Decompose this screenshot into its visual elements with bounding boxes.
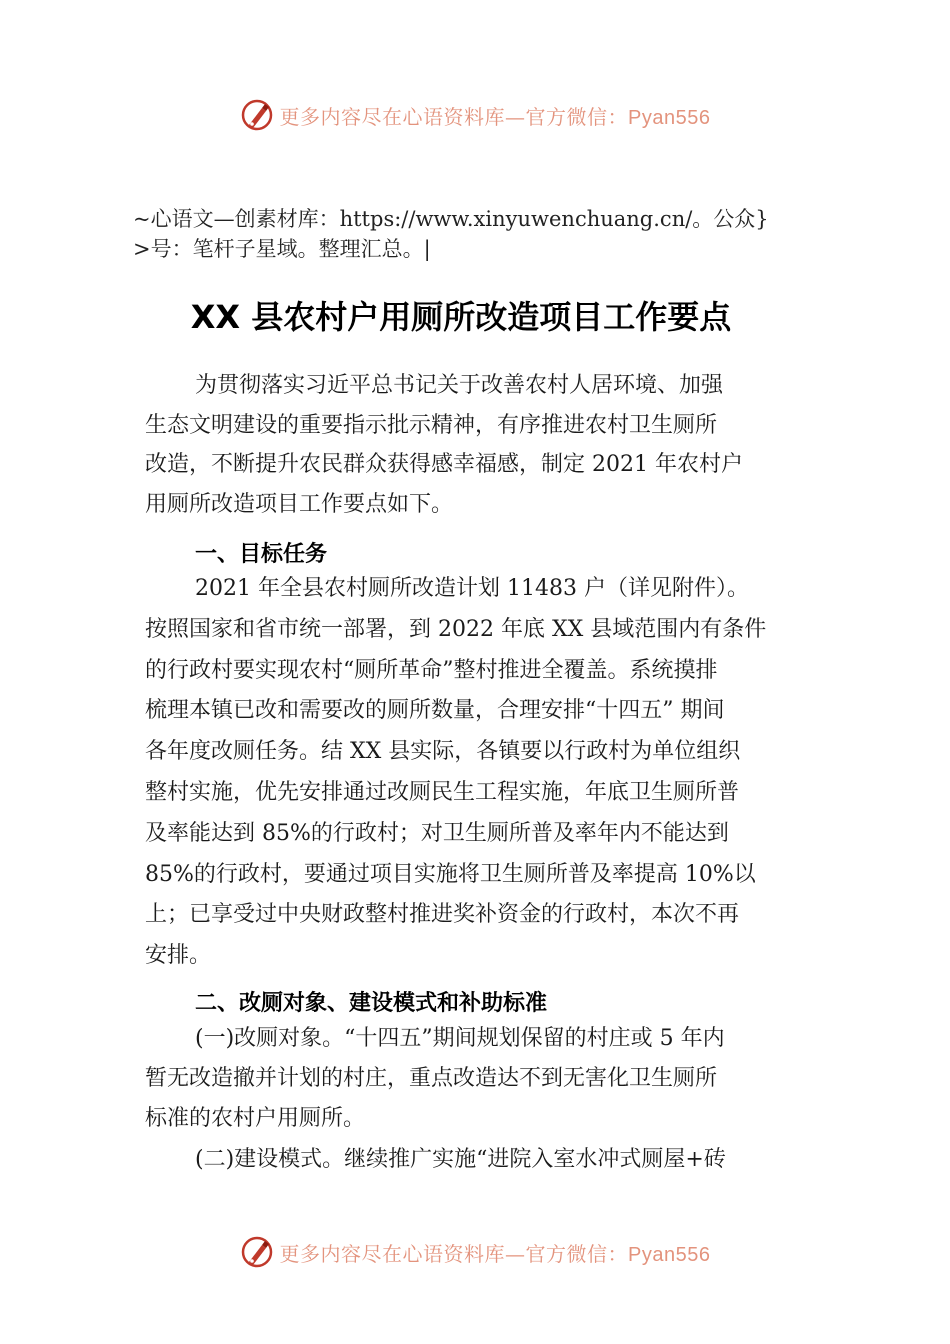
intro-paragraph: [145, 366, 815, 524]
paragraph-line: 为贯彻落实习近平总书记关于改善农村人居环境、加强: [195, 373, 724, 398]
paragraph-line: 的行政村要实现农村“厕所革命”整村推进全覆盖。系统摸排: [145, 657, 718, 683]
header-watermark: [0, 95, 950, 135]
section-heading: 二、改厕对象、建设模式和补助标准: [195, 991, 548, 1016]
paragraph-line: (一)改厕对象。“十四五”期间规划保留的村庄或 5 年内: [195, 1026, 725, 1051]
watermark-text: 更多内容尽在心语资料库—官方微信：Pyan556: [279, 104, 711, 129]
paragraph-line: 及率能达到 85%的行政村；对卫生厕所普及率年内不能达到: [145, 820, 729, 846]
source-note-line: ~心语文—创素材库：https://www.xinyuwenchuang.cn/。公众}: [133, 207, 769, 231]
paragraph-line: 上；已享受过中央财政整村推进奖补资金的行政村，本次不再: [145, 902, 740, 928]
paragraph-line: 用厕所改造项目工作要点如下。: [145, 491, 454, 517]
pen-logo-icon: [240, 1235, 274, 1269]
section-paragraph: [145, 569, 815, 977]
section-paragraph: [145, 1140, 815, 1180]
paragraph-line: 生态文明建设的重要指示批示精神，有序推进农村卫生厕所: [145, 412, 718, 438]
source-note-line: >号：笔杆子星域。整理汇总。|: [133, 237, 431, 261]
paragraph-line: 85%的行政村，要通过项目实施将卫生厕所普及率提高 10%以: [145, 861, 756, 887]
paragraph-line: 2021 年全县农村厕所改造计划 11483 户（详见附件）。: [195, 576, 749, 601]
paragraph-line: 整村实施，优先安排通过改厕民生工程实施，年底卫生厕所普: [145, 779, 740, 805]
section-heading: 一、目标任务: [195, 542, 328, 567]
paragraph-line: 各年度改厕任务。结 XX 县实际，各镇要以行政村为单位组织: [145, 739, 741, 765]
watermark-text: 更多内容尽在心语资料库—官方微信：Pyan556: [279, 1241, 711, 1266]
paragraph-line: 标准的农村户用厕所。: [145, 1106, 366, 1131]
document-title: XX 县农村户用厕所改造项目工作要点: [190, 298, 732, 336]
paragraph-line: (二)建设模式。继续推广实施“进院入室水冲式厕屋+砖: [195, 1147, 726, 1172]
paragraph-line: 按照国家和省市统一部署，到 2022 年底 XX 县域范围内有条件: [145, 616, 767, 642]
section-paragraph: [145, 1019, 815, 1139]
source-note: [133, 204, 833, 264]
footer-watermark: [0, 1232, 950, 1272]
pen-logo-icon: [240, 98, 274, 132]
paragraph-line: 改造，不断提升农民群众获得感幸福感，制定 2021 年农村户: [145, 452, 743, 477]
paragraph-line: 梳理本镇已改和需要改的厕所数量，合理安排“十四五” 期间: [145, 698, 725, 724]
paragraph-line: 暂无改造撤并计划的村庄，重点改造达不到无害化卫生厕所: [145, 1066, 718, 1091]
paragraph-line: 安排。: [145, 943, 212, 969]
